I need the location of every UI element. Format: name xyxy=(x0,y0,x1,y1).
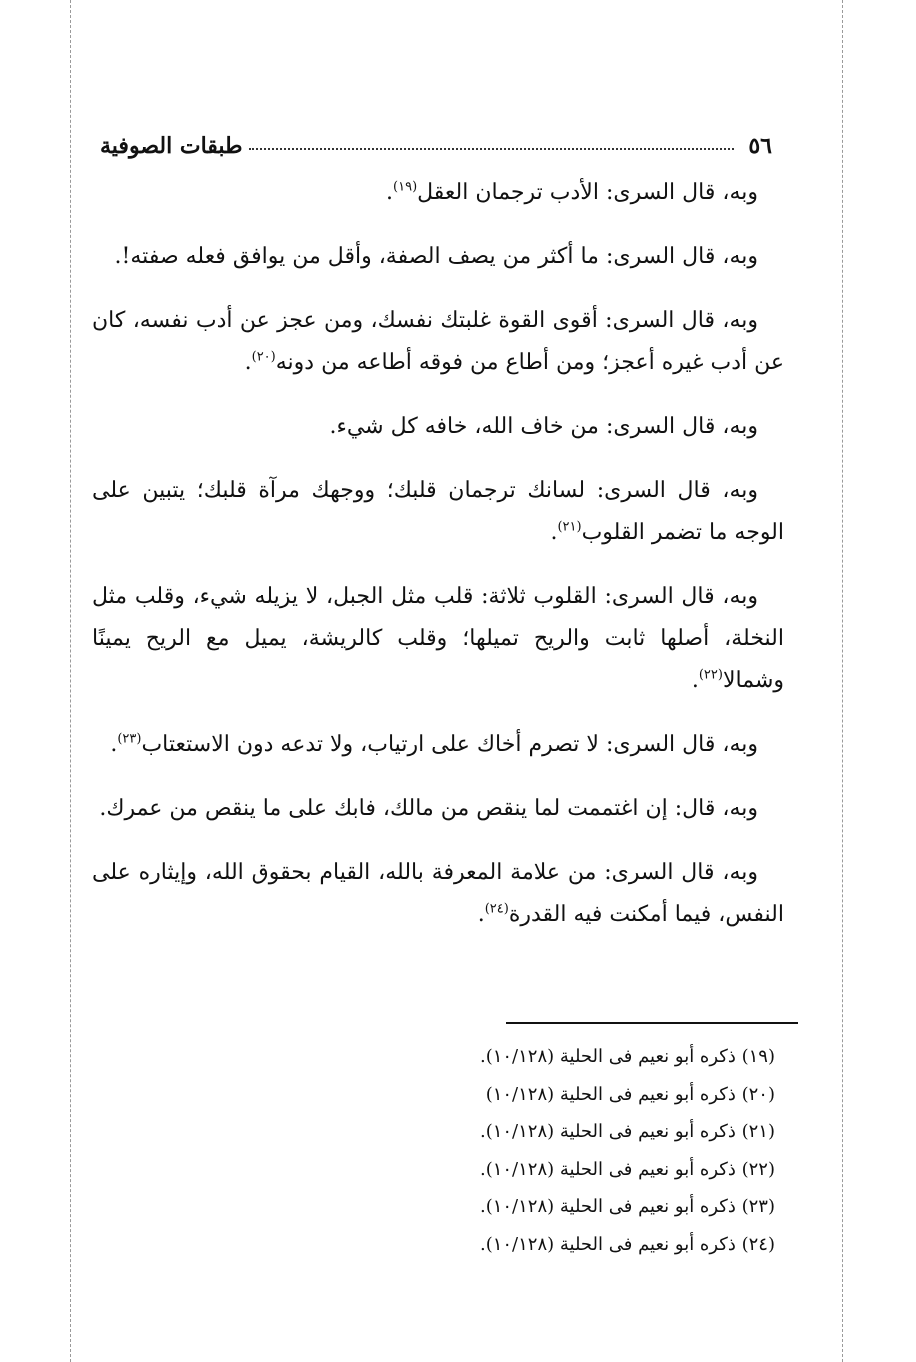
page-header xyxy=(100,126,772,166)
footnote-ref: (٢٣) xyxy=(117,731,142,747)
page-edge-guide-left xyxy=(70,0,71,1362)
footnote-ref: (١٩) xyxy=(393,179,418,195)
page-number: ٥٦ xyxy=(748,133,772,159)
paragraph: وبه، قال السرى: ما أكثر من يصف الصفة، وأقل من يوافق فعله صفته!. xyxy=(114,244,758,269)
footnote: (٢٠) ذكره أبو نعيم فى الحلية (١٠/١٢٨) xyxy=(485,1083,775,1105)
footnote-ref: (٢٠) xyxy=(251,349,276,365)
paragraph: وبه، قال: إن اغتممت لما ينقص من مالك، فابك على ما ينقص من عمرك. xyxy=(99,796,758,821)
footnote-ref: (٢٢) xyxy=(698,667,723,683)
page-edge-guide-right xyxy=(842,0,843,1362)
paragraph: وبه، قال السرى: لا تصرم أخاك على ارتياب، ولا تدعه دون الاستعتاب$^{(٢٣)}$. xyxy=(110,731,758,757)
paragraph: وبه، قال السرى: لسانك ترجمان قلبك؛ ووجهك مرآة قلبك؛ يتبين على الوجه ما تضمر القلوب$^{(٢١)}$. xyxy=(92,478,784,545)
footnotes xyxy=(420,1038,775,1263)
main-text xyxy=(92,172,784,958)
footnote: (٢٢) ذكره أبو نعيم فى الحلية (١٠/١٢٨). xyxy=(479,1158,775,1180)
paragraph: وبه، قال السرى: من علامة المعرفة بالله، القيام بحقوق الله، وإيثاره على النفس، فيما أمكنت فيه القدرة$^{(٢٤)}$. xyxy=(92,860,784,927)
paragraph: وبه، قال السرى: أقوى القوة غلبتك نفسك، ومن عجز عن أدب نفسه، كان عن أدب غيره أعجز؛ ومن أطاع من فوقه أطاعه من دونه$^{(٢٠)}$. xyxy=(92,308,784,375)
footnote-ref: (٢٤) xyxy=(484,901,509,917)
footnote: (١٩) ذكره أبو نعيم فى الحلية (١٠/١٢٨). xyxy=(479,1046,775,1067)
running-title: طبقات الصوفية xyxy=(100,133,243,159)
footnote: (٢٤) ذكره أبو نعيم فى الحلية (١٠/١٢٨). xyxy=(479,1233,775,1255)
footnote-separator xyxy=(506,1022,798,1024)
footnote: (٢١) ذكره أبو نعيم فى الحلية (١٠/١٢٨). xyxy=(479,1121,775,1142)
paragraph: وبه، قال السرى: القلوب ثلاثة: قلب مثل الجبل، لا يزيله شيء، وقلب مثل النخلة، أصلها ثابت والريح تميلها؛ وقلب كالريشة، يميل مع الريح يمينًا وشمالا$^{(٢٢)}$. xyxy=(92,584,784,693)
header-dotted-leader xyxy=(249,148,735,150)
paragraph: وبه، قال السرى: الأدب ترجمان العقل$^{(١٩)}$. xyxy=(386,179,758,205)
footnote-ref: (٢١) xyxy=(557,519,582,535)
paragraph: وبه، قال السرى: من خاف الله، خافه كل شيء. xyxy=(329,414,758,439)
footnote: (٢٣) ذكره أبو نعيم فى الحلية (١٠/١٢٨). xyxy=(479,1196,775,1217)
